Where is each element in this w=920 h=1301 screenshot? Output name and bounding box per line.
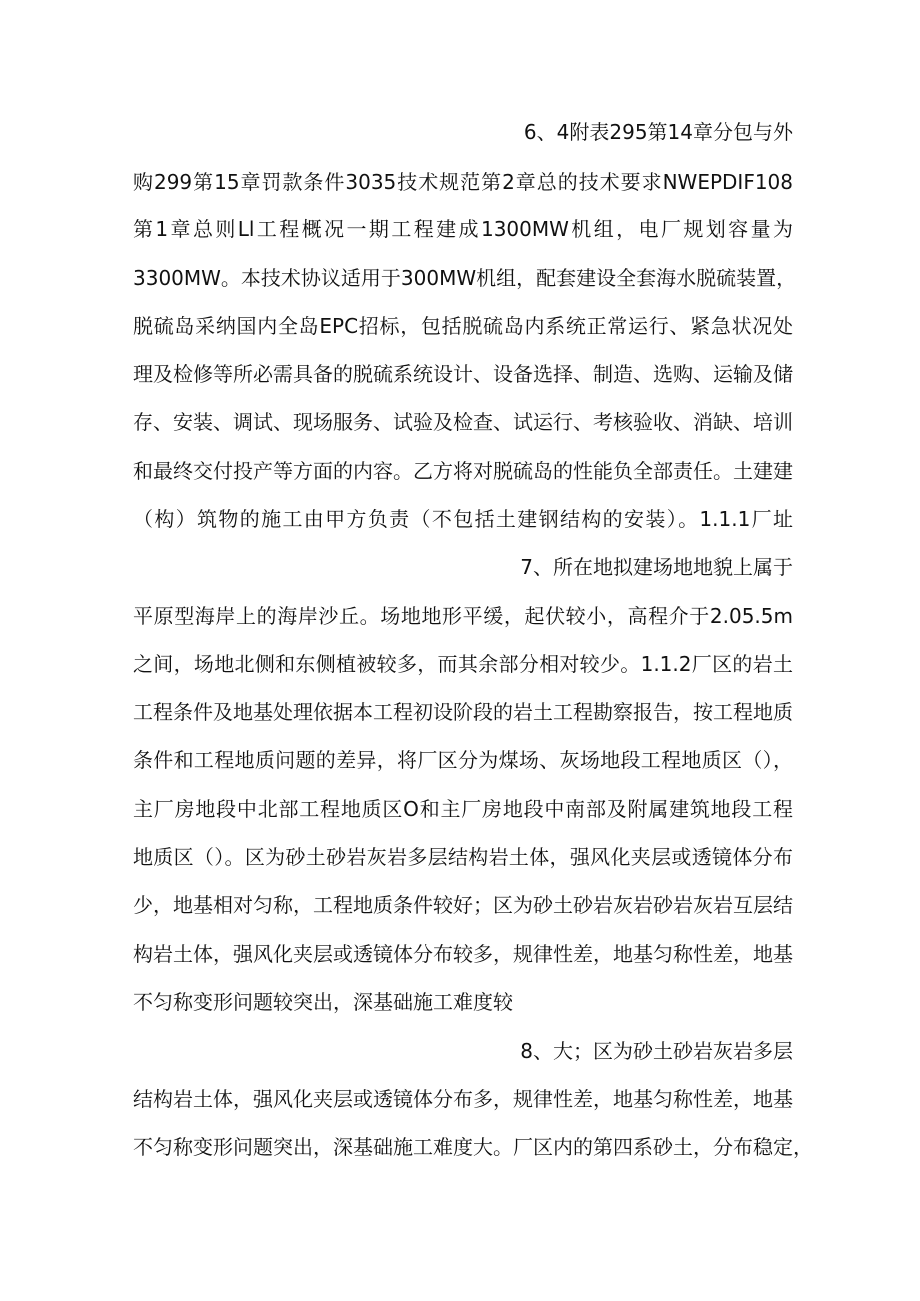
- text-line-16: 地质区（）。区为砂土砂岩灰岩多层结构岩土体，强风化夹层或透镜体分布: [133, 845, 793, 869]
- text-line-11: 平原型海岸上的海岸沙丘。场地地形平缓，起伏较小，高程介于2.05.5m: [133, 604, 793, 628]
- text-line-10: 7、所在地拟建场地地貌上属于: [520, 555, 793, 579]
- text-line-9: （构）筑物的施工由甲方负责（不包括土建钢结构的安装）。1.1.1厂址: [133, 507, 793, 531]
- text-line-17: 少，地基相对匀称，工程地质条件较好；区为砂土砂岩灰岩砂岩灰岩互层结: [133, 893, 793, 917]
- text-line-12: 之间，场地北侧和东侧植被较多，而其余部分相对较少。1.1.2厂区的岩土: [133, 652, 793, 676]
- text-line-18: 构岩土体，强风化夹层或透镜体分布较多，规律性差，地基匀称性差，地基: [133, 942, 793, 966]
- text-line-3: 第1章总则Ll工程概况一期工程建成1300MW机组，电厂规划容量为: [133, 217, 793, 241]
- text-line-15: 主厂房地段中北部工程地质区O和主厂房地段中南部及附属建筑地段工程: [133, 797, 793, 821]
- text-line-20: 8、大；区为砂土砂岩灰岩多层: [520, 1039, 793, 1063]
- text-line-13: 工程条件及地基处理依据本工程初设阶段的岩土工程勘察报告，按工程地质: [133, 700, 793, 724]
- text-line-19: 不匀称变形问题较突出，深基础施工难度较: [133, 990, 513, 1014]
- text-line-14: 条件和工程地质问题的差异，将厂区分为煤场、灰场地段工程地质区（），: [133, 748, 793, 772]
- text-line-6: 理及检修等所必需具备的脱硫系统设计、设备选择、制造、选购、运输及储: [133, 362, 793, 386]
- text-line-4: 3300MW。本技术协议适用于300MW机组，配套建设全套海水脱硫装置，: [133, 266, 797, 290]
- text-line-7: 存、安装、调试、现场服务、试验及检查、试运行、考核验收、消缺、培训: [133, 410, 793, 434]
- text-line-8: 和最终交付投产等方面的内容。乙方将对脱硫岛的性能负全部责任。土建建: [133, 459, 793, 483]
- text-line-5: 脱硫岛采纳国内全岛EPC招标，包括脱硫岛内系统正常运行、紧急状况处: [133, 314, 793, 338]
- text-line-2: 购299第15章罚款条件3035技术规范第2章总的技术要求NWEPDIF108: [133, 170, 793, 194]
- text-line-1: 6、4附表295第14章分包与外: [523, 120, 793, 144]
- text-line-22: 不匀称变形问题突出，深基础施工难度大。厂区内的第四系砂土，分布稳定，: [133, 1135, 813, 1159]
- text-line-21: 结构岩土体，强风化夹层或透镜体分布多，规律性差，地基匀称性差，地基: [133, 1087, 793, 1111]
